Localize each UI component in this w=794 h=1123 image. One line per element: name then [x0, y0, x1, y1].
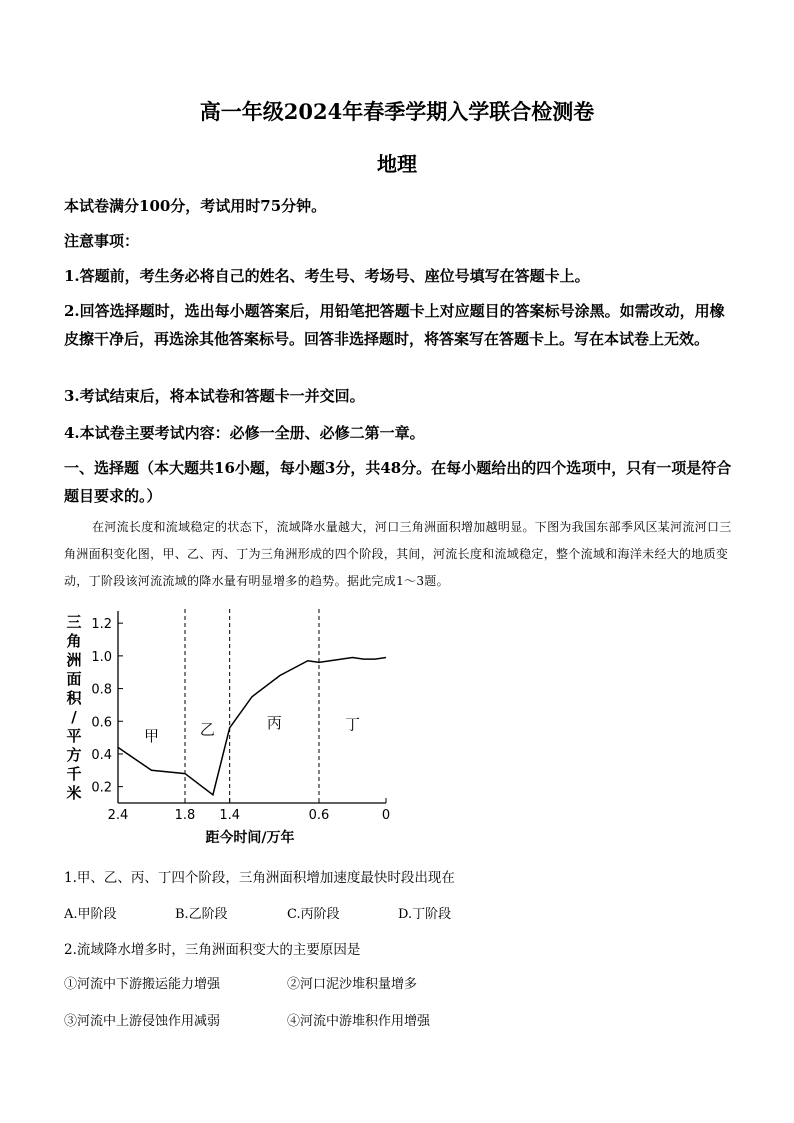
- y-tick-label: 0.6: [91, 715, 112, 731]
- y-tick-label: 0.4: [91, 747, 112, 763]
- y-axis-label-char: 洲: [66, 651, 82, 669]
- q1-option-a: A.甲阶段: [64, 907, 117, 922]
- q2-option-2: ②河口泥沙堆积量增多: [287, 977, 418, 992]
- chart-axes: [118, 611, 386, 803]
- section-heading: 一、选择题（本大题共16小题，每小题3分，共48分。在每小题给出的四个选项中，只有一项是符合题目要求的。）: [64, 459, 732, 505]
- y-axis-label-char: 平: [66, 727, 82, 745]
- y-axis-label-char: 积: [66, 689, 82, 707]
- stage-labels: [144, 714, 360, 745]
- q1-option-d: D.丁阶段: [398, 907, 452, 922]
- notice-item-1: 1.答题前，考生务必将自己的姓名、考生号、考场号、座位号填写在答题卡上。: [64, 267, 590, 285]
- stage-label: 甲: [143, 726, 160, 745]
- stage-label: 乙: [199, 720, 215, 739]
- delta-area-chart: [60, 605, 400, 850]
- y-tick-label: 0.2: [91, 780, 112, 796]
- y-axis-label-char: 米: [66, 784, 82, 802]
- x-tick-label: 1.4: [219, 808, 241, 823]
- x-tick-label: 1.8: [174, 808, 196, 823]
- stage-label: 丙: [266, 713, 282, 732]
- x-tick-label: 0: [381, 808, 391, 823]
- y-axis-label-char: /: [71, 708, 77, 726]
- notice-item-3: 3.考试结束后，将本试卷和答题卡一并交回。: [64, 387, 365, 405]
- q1-option-b: B.乙阶段: [175, 907, 228, 922]
- x-tick-label: 0.6: [308, 808, 330, 823]
- q2-option-1: ①河流中下游搬运能力增强: [64, 977, 221, 992]
- material-intro: 在河流长度和流域稳定的状态下，流域降水量越大，河口三角洲面积增加越明显。下图为我国东部季风区某河流河口三角洲面积变化图，甲、乙、丙、丁为三角洲形成的四个阶段，其间，河流长度和流域稳定，整个流域和海洋未经大的地质变动，丁阶段该河流流域的降水量有明显增多的趋势。据此完成1～3题。: [64, 520, 732, 588]
- stage-boundaries: [185, 609, 319, 803]
- q1-option-c: C.丙阶段: [287, 907, 340, 922]
- x-tick-label: 2.4: [107, 808, 129, 823]
- exam-title: 高一年级2024年春季学期入学联合检测卷: [199, 99, 595, 124]
- q2-option-4: ④河流中游堆积作用增强: [287, 1014, 431, 1029]
- stage-label: 丁: [344, 715, 361, 734]
- q2-option-3: ③河流中上游侵蚀作用减弱: [64, 1014, 221, 1029]
- notice-heading: 注意事项：: [64, 232, 140, 250]
- score-time-note: 本试卷满分100分，考试用时75分钟。: [64, 197, 327, 215]
- question-2-stem: 2.流域降水增多时，三角洲面积变大的主要原因是: [64, 942, 361, 958]
- notice-item-2: 2.回答选择题时，选出每小题答案后，用铅笔把答题卡上对应题目的答案标号涂黑。如需改动，用橡皮擦干净后，再选涂其他答案标号。回答非选择题时，将答案写在答题卡上。写在本试卷上无效。: [64, 302, 725, 348]
- y-axis-label-char: 角: [66, 632, 82, 650]
- question-1-stem: 1.甲、乙、丙、丁四个阶段，三角洲面积增加速度最快时段出现在: [64, 870, 455, 886]
- x-axis-label: 距今时间/万年: [205, 830, 295, 846]
- y-axis-label-char: 方: [66, 746, 82, 764]
- subject-title: 地理: [377, 152, 417, 176]
- y-tick-label: 0.8: [91, 682, 112, 698]
- y-axis-label-char: 三: [66, 613, 82, 631]
- y-tick-label: 1.0: [91, 649, 112, 665]
- y-tick-label: 1.2: [91, 617, 112, 633]
- y-axis-label-char: 千: [66, 765, 82, 783]
- y-axis-label-char: 面: [66, 670, 82, 688]
- notice-item-4: 4.本试卷主要考试内容：必修一全册、必修二第一章。: [64, 424, 425, 442]
- y-axis-label: [65, 613, 82, 802]
